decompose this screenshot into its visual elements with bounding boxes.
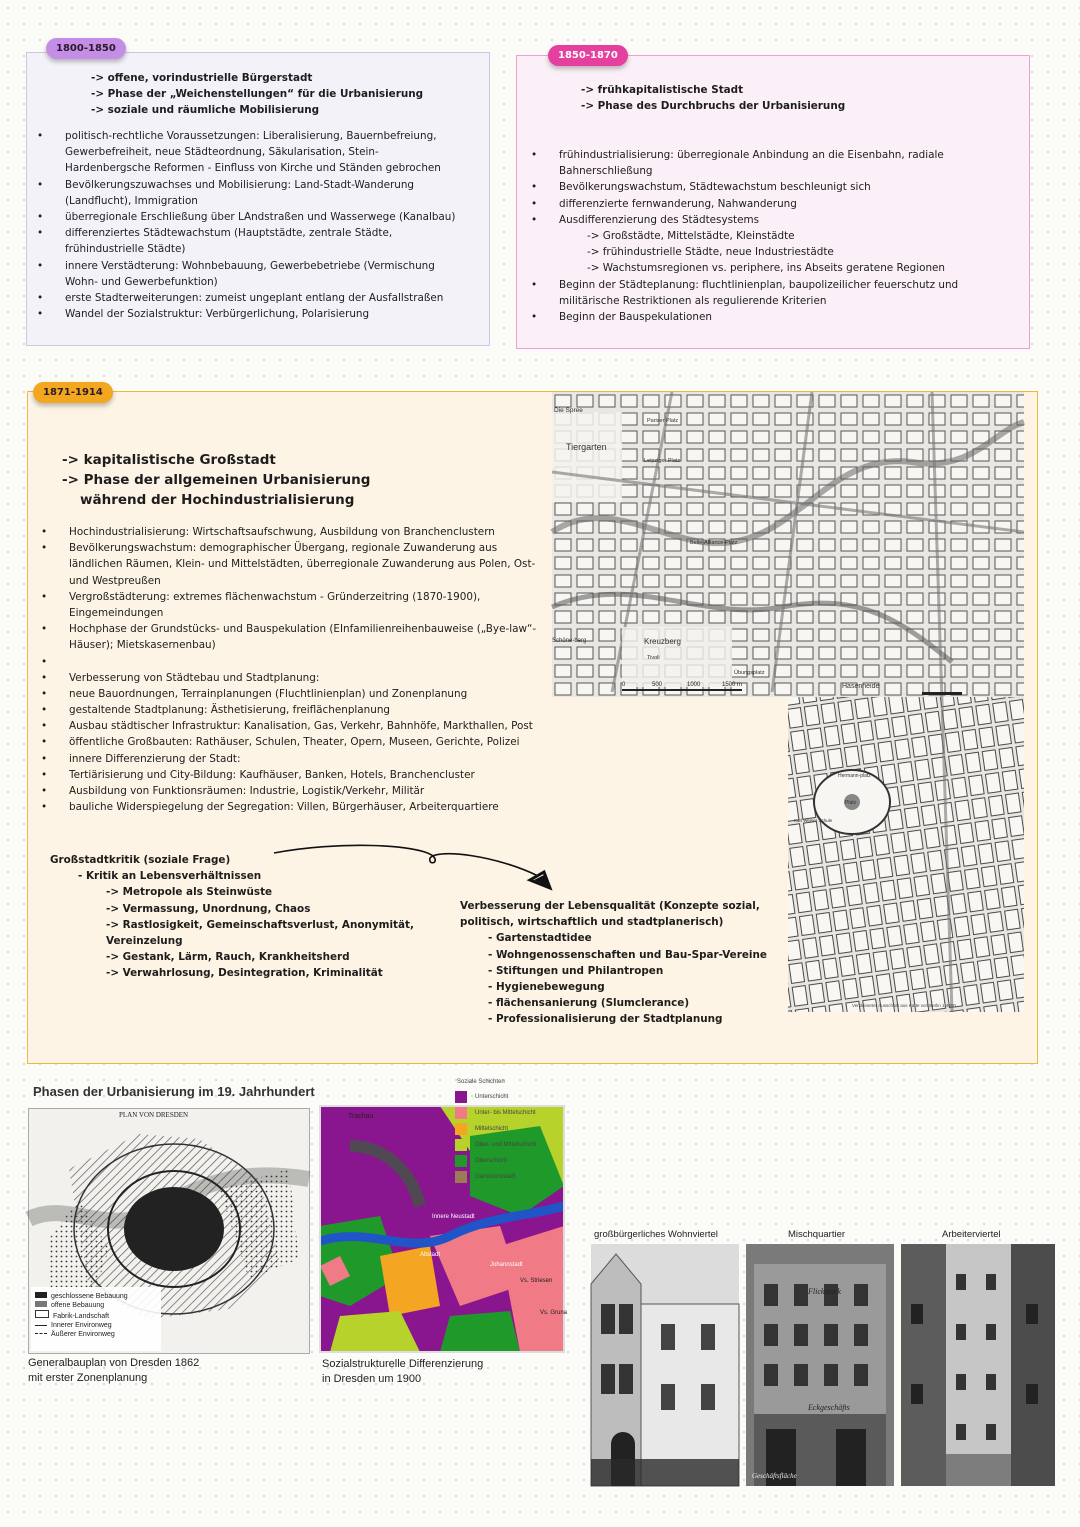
legend-swatch bbox=[455, 1107, 467, 1119]
bullet: • innere Differenzierung der Stadt: bbox=[41, 751, 541, 767]
bullet: • überregionale Erschließung über LAndstraßen und Wasserwege (Kanalbau) bbox=[37, 209, 457, 225]
bullet: • Beginn der Städteplanung: fluchtlinienplan, baupolizeilicher feuerschutz und militärische Restriktionen als regulierende Kriterien bbox=[531, 277, 1001, 309]
photo-villa bbox=[591, 1244, 739, 1486]
phase1-sub: -> offene, vorindustrielle Bürgerstadt bbox=[91, 70, 423, 86]
plan-caption: Generalbauplan von Dresden 1862 mit erster Zonenplanung bbox=[28, 1357, 200, 1384]
plan-legend-item: geschlossene Bebauung bbox=[35, 1292, 128, 1301]
photo-annotation: Geschäftsfläche bbox=[752, 1472, 797, 1480]
map-label: Platz bbox=[845, 800, 857, 806]
bullet bbox=[41, 654, 541, 670]
bullet: • Tertiärisierung und City-Bildung: Kaufhäuser, Banken, Hotels, Branchencluster bbox=[41, 767, 541, 783]
phase2-subtitles bbox=[581, 82, 845, 114]
map-label: Tiergarten bbox=[566, 442, 607, 452]
plan-legend-item: Äußerer Environweg bbox=[35, 1330, 128, 1339]
bullet: • differenzierte fernwanderung, Nahwanderung bbox=[531, 196, 1001, 212]
legend-swatch bbox=[455, 1155, 467, 1167]
critique-title: Großstadtkritik (soziale Frage) bbox=[50, 854, 231, 866]
critique-item: -> Vermassung, Unordnung, Chaos bbox=[106, 901, 470, 917]
bullet: • neue Bauordnungen, Terrainplanungen (Fluchtlinienplan) und Zonenplanung bbox=[41, 686, 541, 702]
phase1-sub: -> soziale und räumliche Mobilisierung bbox=[91, 102, 423, 118]
photo-workers-quarter bbox=[901, 1244, 1055, 1486]
map-place: Trachau bbox=[348, 1113, 374, 1120]
improve-title: Verbesserung der Lebensqualität (Konzepte sozial, politisch, wirtschaftlich und stadtplanerisch) bbox=[460, 900, 760, 929]
improve-item: - Hygienebewegung bbox=[488, 979, 780, 995]
bullet: • Vergroßstädterung: extremes flächenwachstum - Gründerzeitring (1870-1900), Eingemeindungen bbox=[41, 589, 541, 621]
bullet: • Beginn der Bauspekulationen bbox=[531, 309, 1001, 325]
phase1-tag: 1800-1850 bbox=[46, 38, 126, 59]
photo-annotation: Flickstuck bbox=[808, 1287, 841, 1296]
plan-legend-item: offene Bebauung bbox=[35, 1301, 128, 1310]
bullet: • bauliche Widerspiegelung der Segregation: Villen, Bürgerhäuser, Arbeiterquartiere bbox=[41, 799, 541, 815]
phase2-bullets-b bbox=[531, 277, 1001, 326]
map-label: Hermann-platz bbox=[838, 773, 871, 779]
legend-item: Garnisonsstadt bbox=[455, 1169, 573, 1185]
bullet: • Wandel der Sozialstruktur: Verbürgerlichung, Polarisierung bbox=[37, 306, 457, 322]
plan-legend bbox=[35, 1292, 128, 1339]
legend-item: Oberschicht bbox=[455, 1153, 573, 1169]
phase3-tag: 1871-1914 bbox=[33, 382, 113, 403]
map-credit: Verkleinerter Ausschnitt aus Karte von Berlin 1:4000 bbox=[852, 1003, 956, 1008]
phase3-bullets bbox=[41, 524, 541, 815]
bullet: • öffentliche Großbauten: Rathäuser, Schulen, Theater, Opern, Museen, Gerichte, Polizei bbox=[41, 734, 541, 750]
improve-item: - Gartenstadtidee bbox=[488, 930, 780, 946]
map-label: Tivoli bbox=[647, 655, 660, 661]
bullet: • differenziertes Städtewachstum (Hauptstädte, zentrale Städte, frühindustrielle Städte) bbox=[37, 225, 457, 257]
phase2-tag: 1850-1870 bbox=[548, 45, 628, 66]
bullet: • frühindustrialisierung: überregionale Anbindung an die Eisenbahn, radiale Bahnerschließung bbox=[531, 147, 1001, 179]
critique-item: -> Metropole als Steinwüste bbox=[106, 884, 470, 900]
social-caption: Sozialstrukturelle Differenzierung in Dresden um 1900 bbox=[322, 1358, 484, 1385]
legend-item: Unterschicht bbox=[455, 1089, 573, 1105]
phase2-sub: -> frühkapitalistische Stadt bbox=[581, 82, 845, 98]
critique-sub: - Kritik an Lebensverhältnissen bbox=[78, 868, 470, 884]
bullet: • Ausbau städtischer Infrastruktur: Kanalisation, Gas, Verkehr, Bahnhöfe, Markthallen, Post bbox=[41, 718, 541, 734]
bullet: • Hochindustrialisierung: Wirtschaftsaufschwung, Ausbildung von Branchenclustern bbox=[41, 524, 541, 540]
bottom-title: Phasen der Urbanisierung im 19. Jahrhundert bbox=[33, 1084, 315, 1099]
bullet: • Ausbildung von Funktionsräumen: Industrie, Logistik/Verkehr, Militär bbox=[41, 783, 541, 799]
bullet: • Bevölkerungszuwachses und Mobilisierung: Land-Stadt-Wanderung (Landflucht), Immigration bbox=[37, 177, 457, 209]
legend-item: Unter- bis Mittelschicht bbox=[455, 1105, 573, 1121]
map-label: Belle-Alliance-Platz bbox=[690, 540, 738, 546]
map-scale: 0 bbox=[622, 682, 626, 688]
phase1-subtitles bbox=[91, 70, 423, 119]
bullet: • Ausdifferenzierung des Städtesystems bbox=[531, 212, 1001, 228]
map-label: Karl Weiser Schule bbox=[794, 818, 833, 823]
photo-title: Arbeiterviertel bbox=[942, 1229, 1001, 1240]
map-label: Übungsplatz bbox=[734, 670, 765, 676]
phase3-head bbox=[62, 450, 410, 510]
map-label: Pariser Platz bbox=[647, 418, 679, 424]
legend-item: Mittelschicht bbox=[455, 1121, 573, 1137]
map-label: Hasenheide bbox=[842, 683, 880, 690]
critique-item: -> Verwahrlosung, Desintegration, Kriminalität bbox=[106, 965, 470, 981]
dresden-plan-image bbox=[28, 1108, 310, 1354]
bullet: • Bevölkerungswachstum, Städtewachstum beschleunigt sich bbox=[531, 179, 1001, 195]
bullet: • politisch-rechtliche Voraussetzungen: Liberalisierung, Bauernbefreiung, Gewerbefreiheit, neue Städteordnung, Säkularisation, Stein-Hardenbergsche Reformen - Einfluss von Kirche und Ständen gebrochen bbox=[37, 128, 457, 177]
legend-swatch bbox=[455, 1091, 467, 1103]
social-legend bbox=[455, 1079, 573, 1185]
legend-swatch bbox=[455, 1139, 467, 1151]
bullet: • Verbesserung von Städtebau und Stadtplanung: bbox=[41, 670, 541, 686]
legend-swatch bbox=[455, 1171, 467, 1183]
map-label: Leipziger Platz bbox=[644, 458, 681, 464]
plan-legend-item: Fabrik-Landschaft bbox=[35, 1310, 128, 1321]
bullet: • erste Stadterweiterungen: zumeist ungeplant entlang der Ausfallstraßen bbox=[37, 290, 457, 306]
map-scale: 1000 bbox=[687, 682, 701, 688]
critique-item: -> Gestank, Lärm, Rauch, Krankheitsherd bbox=[106, 949, 470, 965]
connector-arrow bbox=[268, 836, 558, 906]
improve-item: - Wohngenossenschaften und Bau-Spar-Vereine bbox=[488, 947, 780, 963]
phase1-sub: -> Phase der „Weichenstellungen“ für die Urbanisierung bbox=[91, 86, 423, 102]
map-scale: 500 bbox=[652, 682, 663, 688]
phase1-bullets bbox=[37, 128, 457, 322]
photo-annotation: Eckgeschäfts bbox=[808, 1403, 850, 1412]
phase2-sub-arrows bbox=[531, 228, 1001, 277]
sub-arrow: -> Großstädte, Mittelstädte, Kleinstädte bbox=[587, 228, 1001, 244]
bullet: • gestaltende Stadtplanung: Ästhetisierung, freiflächenplanung bbox=[41, 702, 541, 718]
map-place: Altstadt bbox=[420, 1252, 441, 1258]
map-label: Kreuzberg bbox=[644, 637, 681, 646]
legend-title: Soziale Schichten bbox=[457, 1079, 505, 1085]
map-label: Die Spree bbox=[554, 407, 583, 414]
improve-item: - Professionalisierung der Stadtplanung bbox=[488, 1011, 780, 1027]
bullet: • innere Verstädterung: Wohnbebauung, Gewerbebetriebe (Vermischung Wohn- und Gewerbefunktion) bbox=[37, 258, 457, 290]
plan-legend-item: Innerer Environweg bbox=[35, 1321, 128, 1330]
bullet: • Bevölkerungswachstum: demographischer Übergang, regionale Zuwanderung aus ländlichen Räumen, Klein- und Mittelstädten, überregionale Zuwanderung aus Polen, Ost- und Westpreußen bbox=[41, 540, 541, 589]
phase3-heading: -> kapitalistische Großstadt bbox=[62, 450, 410, 470]
sub-arrow: -> Wachstumsregionen vs. periphere, ins Abseits geratene Regionen bbox=[587, 260, 1001, 276]
photo-mixed-quarter bbox=[746, 1244, 894, 1486]
improve-item: - flächensanierung (Slumclerance) bbox=[488, 995, 780, 1011]
phase2-card bbox=[516, 55, 1030, 349]
critique-item: -> Rastlosigkeit, Gemeinschaftsverlust, Anonymität, Vereinzelung bbox=[106, 917, 470, 949]
map-place: Innere Neustadt bbox=[432, 1214, 475, 1220]
berlin-map bbox=[552, 392, 1024, 1012]
map-place: Vs. Gruna bbox=[540, 1310, 568, 1316]
legend-swatch bbox=[455, 1123, 467, 1135]
legend-item: Ober- und Mittelschicht bbox=[455, 1137, 573, 1153]
phase1-card bbox=[26, 52, 490, 346]
map-scale: 1500 m bbox=[722, 682, 743, 688]
phase3-heading: -> Phase der allgemeinen Urbanisierung während der Hochindustrialisierung bbox=[62, 470, 410, 510]
photo-title: großbürgerliches Wohnviertel bbox=[594, 1229, 718, 1240]
phase2-bullets-a bbox=[531, 147, 1001, 228]
sub-arrow: -> frühindustrielle Städte, neue Industriestädte bbox=[587, 244, 1001, 260]
map-place: Johannstadt bbox=[490, 1262, 523, 1268]
photo-title: Mischquartier bbox=[788, 1229, 846, 1240]
improve-item: - Stiftungen und Philantropen bbox=[488, 963, 780, 979]
plan-title: PLAN VON DRESDEN bbox=[119, 1111, 189, 1119]
map-label: Schöne-berg bbox=[552, 638, 587, 644]
bullet: • Hochphase der Grundstücks- und Bauspekulation (EInfamilienreihenbauweise („Bye-law“-Häuser); Mietskasernenbau) bbox=[41, 621, 541, 653]
map-place: Vs. Striesen bbox=[520, 1278, 553, 1284]
phase2-sub: -> Phase des Durchbruchs der Urbanisierung bbox=[581, 98, 845, 114]
